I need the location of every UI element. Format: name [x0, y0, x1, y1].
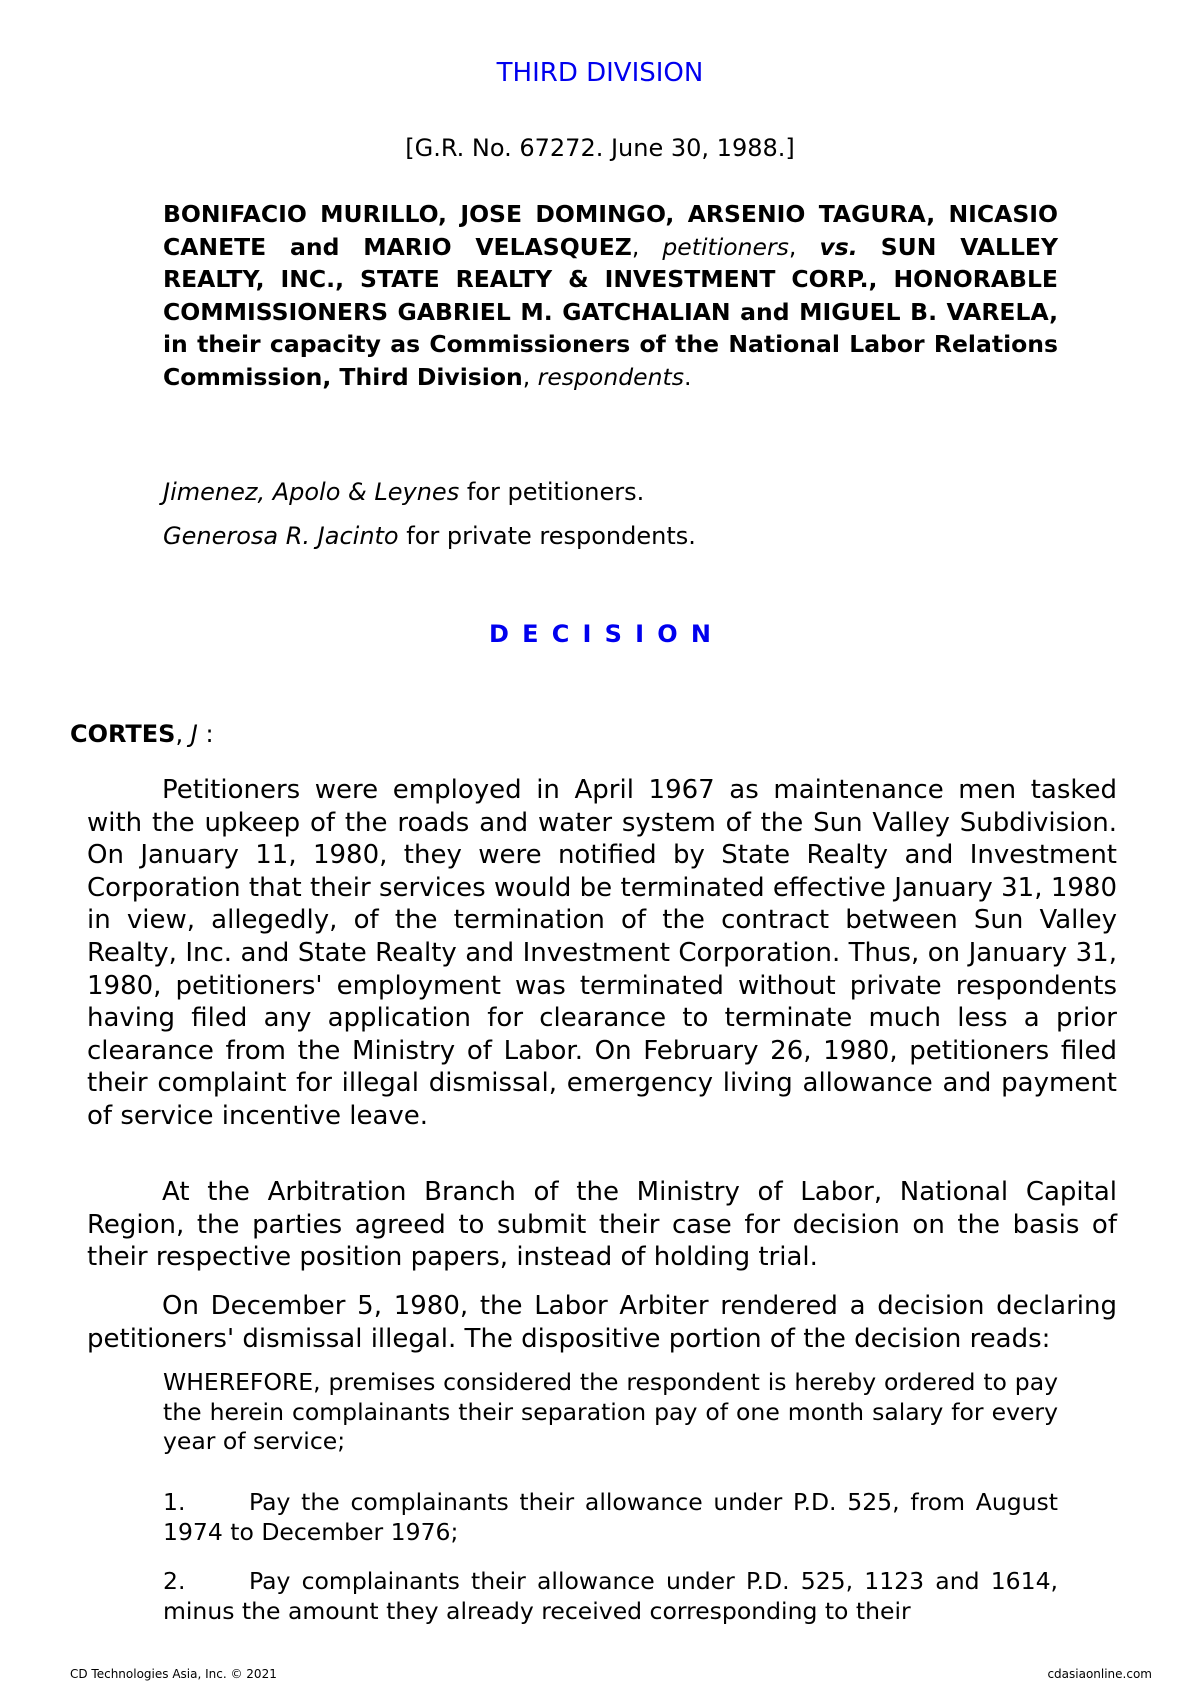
petitioners-names: BONIFACIO MURILLO, JOSE DOMINGO, ARSENIO TAGURA, NICASIO CANETE and MARIO VELASQUEZ: [163, 200, 1058, 261]
case-parties: [163, 198, 1058, 393]
ponente-name: CORTES: [70, 720, 176, 748]
counsel-respondents: [163, 522, 696, 550]
quoted-item: [163, 1488, 1058, 1547]
body-paragraph: On December 5, 1980, the Labor Arbiter rendered a decision declaring petitioners' dismissal illegal. The dispositive portion of the decision reads:: [87, 1291, 1117, 1354]
quoted-item-number: 1.: [163, 1488, 186, 1516]
versus-label: vs.: [819, 232, 858, 261]
counsel-role: for private respondents.: [398, 522, 696, 550]
respondents-names: SUN VALLEY REALTY, INC., STATE REALTY & INVESTMENT CORP., HONORABLE COMMISSIONERS GABRIEL M. GATCHALIAN and MIGUEL B. VARELA, in their capacity as Commissioners of the National Labor Relations Commission, Third Division: [163, 232, 1058, 391]
quoted-item-text: Pay the complainants their allowance under P.D. 525, from August 1974 to December 1976;: [163, 1488, 1058, 1546]
respondents-separator: ,: [522, 362, 538, 391]
decision-title: DECISION: [489, 620, 725, 648]
counsel-petitioners: [163, 478, 644, 506]
quoted-item-text: Pay complainants their allowance under P.D. 525, 1123 and 1614, minus the amount they already received corresponding to their: [163, 1567, 1058, 1625]
division-heading: THIRD DIVISION: [496, 58, 704, 88]
counsel-role: for petitioners.: [459, 478, 645, 506]
quoted-item: [163, 1567, 1058, 1626]
counsel-name: Jimenez, Apolo & Leynes: [163, 478, 460, 506]
quoted-dispositive-intro: WHEREFORE, premises considered the respondent is hereby ordered to pay the herein complainants their separation pay of one month salary for every year of service;: [163, 1368, 1058, 1455]
versus-separator: ,: [788, 232, 820, 261]
ponente-end: :: [197, 720, 214, 748]
counsel-name: Generosa R. Jacinto: [163, 522, 399, 550]
petitioners-label: petitioners: [662, 232, 789, 261]
ponente-title: J: [190, 720, 198, 748]
footer-website: cdasiaonline.com: [1047, 1667, 1152, 1681]
body-paragraph: At the Arbitration Branch of the Ministry of Labor, National Capital Region, the parties agreed to submit their case for decision on the basis of their respective position papers, instead of holding trial.: [87, 1177, 1117, 1273]
respondents-label: respondents: [537, 362, 684, 391]
ponente: [70, 720, 214, 748]
petitioners-separator: ,: [631, 232, 663, 261]
footer-copyright: CD Technologies Asia, Inc. © 2021: [70, 1667, 277, 1681]
ponente-separator: ,: [175, 720, 191, 748]
parties-end: .: [683, 362, 692, 391]
case-number: [G.R. No. 67272. June 30, 1988.]: [405, 134, 795, 162]
body-paragraph: Petitioners were employed in April 1967 as maintenance men tasked with the upkeep of the roads and water system of the Sun Valley Subdivision. On January 11, 1980, they were notified by State Realty and Investment Corporation that their services would be terminated effective January 31, 1980 in view, allegedly, of the termination of the contract between Sun Valley Realty, Inc. and State Realty and Investment Corporation. Thus, on January 31, 1980, petitioners' employment was terminated without private respondents having filed any application for clearance to terminate much less a prior clearance from the Ministry of Labor. On February 26, 1980, petitioners filed their complaint for illegal dismissal, emergency living allowance and payment of service incentive leave.: [87, 775, 1117, 1131]
quoted-item-number: 2.: [163, 1567, 186, 1595]
